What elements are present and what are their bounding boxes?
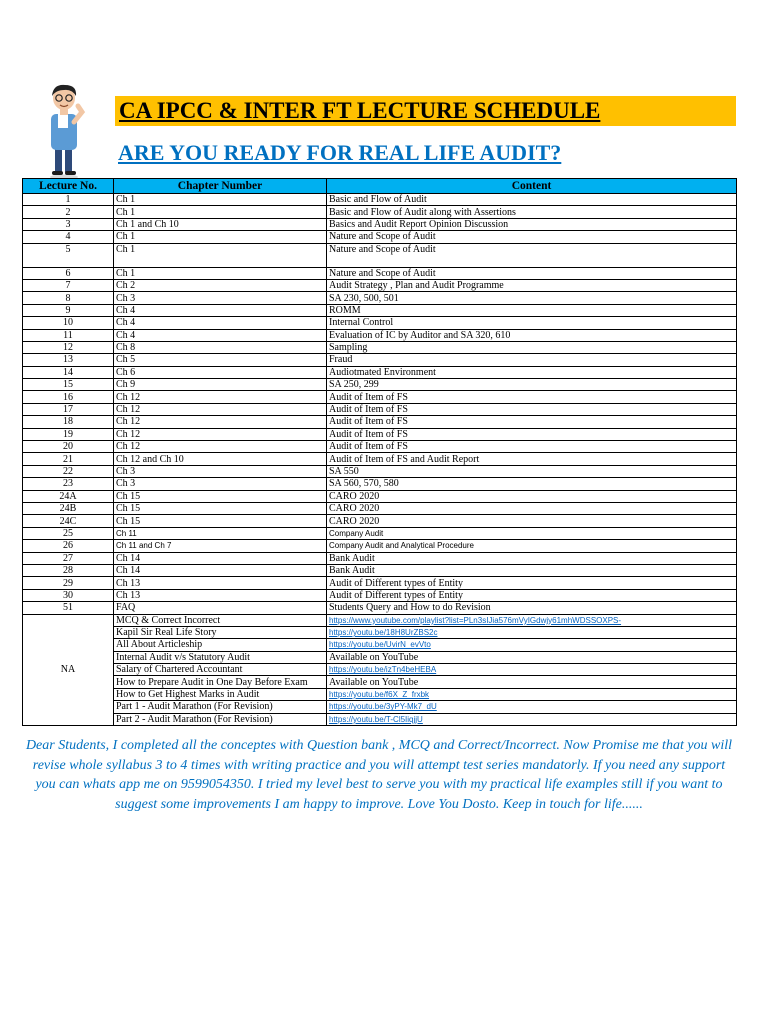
lecture-no-cell: 4 xyxy=(23,231,114,243)
page-title: CA IPCC & INTER FT LECTURE SCHEDULE xyxy=(119,98,601,123)
resource-topic-cell: Salary of Chartered Accountant xyxy=(114,664,327,676)
content-cell: Company Audit xyxy=(327,527,737,539)
lecture-no-cell: 22 xyxy=(23,465,114,477)
content-cell: Audit of Item of FS xyxy=(327,391,737,403)
chapter-cell: Ch 12 xyxy=(114,428,327,440)
resource-row xyxy=(23,664,737,676)
table-row xyxy=(23,391,737,403)
content-cell: Evaluation of IC by Auditor and SA 320, 610 xyxy=(327,329,737,341)
lecture-no-cell: 28 xyxy=(23,564,114,576)
chapter-cell: Ch 14 xyxy=(114,552,327,564)
lecture-no-cell: 21 xyxy=(23,453,114,465)
chapter-cell: Ch 3 xyxy=(114,478,327,490)
resource-link[interactable]: https://youtu.be/f6X_Z_frxbk xyxy=(329,690,430,700)
chapter-cell: Ch 4 xyxy=(114,329,327,341)
chapter-cell: Ch 12 and Ch 10 xyxy=(114,453,327,465)
lecture-no-cell: 3 xyxy=(23,218,114,230)
na-lecture-cell: NA xyxy=(23,614,114,726)
chapter-cell: Ch 11 xyxy=(114,527,327,539)
table-row xyxy=(23,231,737,243)
content-cell: Audit of Different types of Entity xyxy=(327,589,737,601)
resource-row xyxy=(23,688,737,700)
table-row xyxy=(23,552,737,564)
chapter-cell: Ch 12 xyxy=(114,403,327,415)
table-row xyxy=(23,329,737,341)
lecture-no-cell: 29 xyxy=(23,577,114,589)
resource-link-cell xyxy=(327,614,737,626)
content-cell: SA 560, 570, 580 xyxy=(327,478,737,490)
lecture-no-cell: 9 xyxy=(23,304,114,316)
header-content: Content xyxy=(327,179,737,194)
chapter-cell: Ch 15 xyxy=(114,502,327,514)
table-row xyxy=(23,354,737,366)
table-row xyxy=(23,243,737,267)
table-row xyxy=(23,194,737,206)
resource-topic-cell: How to Get Highest Marks in Audit xyxy=(114,688,327,700)
content-cell: Internal Control xyxy=(327,317,737,329)
content-cell: Audit of Item of FS xyxy=(327,403,737,415)
resource-link-cell xyxy=(327,664,737,676)
resource-topic-cell: All About Articleship xyxy=(114,639,327,651)
lecture-no-cell: 17 xyxy=(23,403,114,415)
lecture-no-cell: 51 xyxy=(23,602,114,614)
chapter-cell: Ch 13 xyxy=(114,589,327,601)
table-body xyxy=(23,194,737,726)
table-row xyxy=(23,602,737,614)
lecture-no-cell: 8 xyxy=(23,292,114,304)
resource-link-cell xyxy=(327,713,737,725)
content-cell: Basic and Flow of Audit along with Assertions xyxy=(327,206,737,218)
content-cell: SA 550 xyxy=(327,465,737,477)
content-cell: Audiotmated Environment xyxy=(327,366,737,378)
table-row xyxy=(23,267,737,279)
lecture-no-cell: 26 xyxy=(23,540,114,552)
chapter-cell: Ch 8 xyxy=(114,341,327,353)
content-cell: Audit of Different types of Entity xyxy=(327,577,737,589)
table-row xyxy=(23,490,737,502)
teacher-mascot-image xyxy=(38,82,92,180)
chapter-cell: Ch 15 xyxy=(114,515,327,527)
content-cell: Bank Audit xyxy=(327,564,737,576)
content-cell: CARO 2020 xyxy=(327,490,737,502)
chapter-cell: Ch 12 xyxy=(114,441,327,453)
chapter-cell: Ch 1 xyxy=(114,194,327,206)
content-cell: Nature and Scope of Audit xyxy=(327,267,737,279)
chapter-cell: Ch 9 xyxy=(114,379,327,391)
table-row xyxy=(23,564,737,576)
content-cell: CARO 2020 xyxy=(327,502,737,514)
content-cell: Nature and Scope of Audit xyxy=(327,231,737,243)
content-cell: Sampling xyxy=(327,341,737,353)
content-cell: Students Query and How to do Revision xyxy=(327,602,737,614)
lecture-no-cell: 1 xyxy=(23,194,114,206)
page-subtitle: ARE YOU READY FOR REAL LIFE AUDIT? xyxy=(118,140,562,165)
table-row xyxy=(23,206,737,218)
chapter-cell: Ch 12 xyxy=(114,416,327,428)
chapter-cell: Ch 13 xyxy=(114,577,327,589)
chapter-cell: Ch 15 xyxy=(114,490,327,502)
chapter-cell: Ch 14 xyxy=(114,564,327,576)
table-header-row xyxy=(23,179,737,194)
table-row xyxy=(23,292,737,304)
lecture-no-cell: 16 xyxy=(23,391,114,403)
lecture-no-cell: 14 xyxy=(23,366,114,378)
table-row xyxy=(23,540,737,552)
resource-row xyxy=(23,614,737,626)
header-lecture-no: Lecture No. xyxy=(23,179,114,194)
content-cell: Audit of Item of FS xyxy=(327,441,737,453)
chapter-cell: FAQ xyxy=(114,602,327,614)
table-row xyxy=(23,515,737,527)
resource-topic-cell: How to Prepare Audit in One Day Before Exam xyxy=(114,676,327,688)
table-row xyxy=(23,341,737,353)
table-row xyxy=(23,502,737,514)
table-row xyxy=(23,478,737,490)
resource-link-cell xyxy=(327,688,737,700)
resource-topic-cell: Part 2 - Audit Marathon (For Revision) xyxy=(114,713,327,725)
content-cell: Basic and Flow of Audit xyxy=(327,194,737,206)
content-cell: ROMM xyxy=(327,304,737,316)
table-row xyxy=(23,379,737,391)
resource-row xyxy=(23,626,737,638)
chapter-cell: Ch 12 xyxy=(114,391,327,403)
lecture-no-cell: 13 xyxy=(23,354,114,366)
chapter-cell: Ch 4 xyxy=(114,317,327,329)
title-banner xyxy=(115,96,736,126)
resource-availability-cell: Available on YouTube xyxy=(327,651,737,663)
content-cell: Nature and Scope of Audit xyxy=(327,243,737,267)
table-row xyxy=(23,317,737,329)
lecture-no-cell: 24C xyxy=(23,515,114,527)
chapter-cell: Ch 1 and Ch 10 xyxy=(114,218,327,230)
table-row xyxy=(23,304,737,316)
footer-note: Dear Students, I completed all the conceptes with Question bank , MCQ and Correct/Incorrect. Now Promise me that you will revise whole syllabus 3 to 4 times with writing practice and you will attempt test series mandatorly. If you need any support you can whats app me on 9599054350. I tried my level best to serve you with my practical life examples still if you want to suggest some improvements I am happy to improve. Love You Dosto. Keep in touch for life...... xyxy=(25,738,733,812)
lecture-no-cell: 11 xyxy=(23,329,114,341)
resource-link[interactable]: https://youtu.be/T-Cl5IiqjjU xyxy=(329,714,423,724)
table-row xyxy=(23,428,737,440)
lecture-no-cell: 20 xyxy=(23,441,114,453)
lecture-no-cell: 19 xyxy=(23,428,114,440)
lecture-no-cell: 12 xyxy=(23,341,114,353)
chapter-cell: Ch 6 xyxy=(114,366,327,378)
lecture-no-cell: 24B xyxy=(23,502,114,514)
resource-topic-cell: MCQ & Correct Incorrect xyxy=(114,614,327,626)
lecture-no-cell: 7 xyxy=(23,279,114,291)
table-row xyxy=(23,453,737,465)
resource-link[interactable]: https://youtu.be/18H8UrZBS2c xyxy=(329,628,438,638)
table-row xyxy=(23,441,737,453)
lecture-no-cell: 5 xyxy=(23,243,114,267)
table-row xyxy=(23,366,737,378)
resource-row xyxy=(23,713,737,725)
lecture-schedule-table xyxy=(22,178,737,726)
resource-row xyxy=(23,651,737,663)
table-row xyxy=(23,403,737,415)
resource-link-cell xyxy=(327,639,737,651)
resource-link[interactable]: https://youtu.be/3yPY-Mk7_dU xyxy=(329,702,437,712)
resource-availability-cell: Available on YouTube xyxy=(327,676,737,688)
content-cell: Audit of Item of FS xyxy=(327,428,737,440)
table-row xyxy=(23,589,737,601)
table-row xyxy=(23,416,737,428)
lecture-no-cell: 25 xyxy=(23,527,114,539)
lecture-no-cell: 23 xyxy=(23,478,114,490)
content-cell: SA 230, 500, 501 xyxy=(327,292,737,304)
content-cell: Audit Strategy , Plan and Audit Programme xyxy=(327,279,737,291)
content-cell: Basics and Audit Report Opinion Discussion xyxy=(327,218,737,230)
chapter-cell: Ch 3 xyxy=(114,465,327,477)
chapter-cell: Ch 2 xyxy=(114,279,327,291)
table-row xyxy=(23,218,737,230)
table-row xyxy=(23,279,737,291)
chapter-cell: Ch 4 xyxy=(114,304,327,316)
header-chapter-number: Chapter Number xyxy=(114,179,327,194)
lecture-no-cell: 27 xyxy=(23,552,114,564)
content-cell: Bank Audit xyxy=(327,552,737,564)
lecture-no-cell: 10 xyxy=(23,317,114,329)
chapter-cell: Ch 3 xyxy=(114,292,327,304)
resource-link-cell xyxy=(327,701,737,713)
resource-link[interactable]: https://youtu.be/UvirN_evVto xyxy=(329,640,431,650)
table-row xyxy=(23,465,737,477)
chapter-cell: Ch 5 xyxy=(114,354,327,366)
chapter-cell: Ch 1 xyxy=(114,206,327,218)
resource-topic-cell: Kapil Sir Real Life Story xyxy=(114,626,327,638)
resource-row xyxy=(23,639,737,651)
content-cell: Audit of Item of FS xyxy=(327,416,737,428)
lecture-no-cell: 24A xyxy=(23,490,114,502)
lecture-no-cell: 30 xyxy=(23,589,114,601)
content-cell: SA 250, 299 xyxy=(327,379,737,391)
lecture-no-cell: 6 xyxy=(23,267,114,279)
chapter-cell: Ch 1 xyxy=(114,243,327,267)
chapter-cell: Ch 11 and Ch 7 xyxy=(114,540,327,552)
content-cell: Audit of Item of FS and Audit Report xyxy=(327,453,737,465)
resource-link[interactable]: https://www.youtube.com/playlist?list=PLn3sIJia576mVyIGdwjy61mhWDSSOXPS- xyxy=(329,615,622,625)
chapter-cell: Ch 1 xyxy=(114,231,327,243)
lecture-no-cell: 18 xyxy=(23,416,114,428)
table-row xyxy=(23,527,737,539)
resource-row xyxy=(23,676,737,688)
table-row xyxy=(23,577,737,589)
lecture-no-cell: 2 xyxy=(23,206,114,218)
resource-link-cell xyxy=(327,626,737,638)
content-cell: Fraud xyxy=(327,354,737,366)
content-cell: CARO 2020 xyxy=(327,515,737,527)
resource-topic-cell: Part 1 - Audit Marathon (For Revision) xyxy=(114,701,327,713)
lecture-no-cell: 15 xyxy=(23,379,114,391)
resource-row xyxy=(23,701,737,713)
resource-link[interactable]: https://youtu.be/izTn4beHEBA xyxy=(329,665,437,675)
resource-topic-cell: Internal Audit v/s Statutory Audit xyxy=(114,651,327,663)
chapter-cell: Ch 1 xyxy=(114,267,327,279)
content-cell: Company Audit and Analytical Procedure xyxy=(327,540,737,552)
